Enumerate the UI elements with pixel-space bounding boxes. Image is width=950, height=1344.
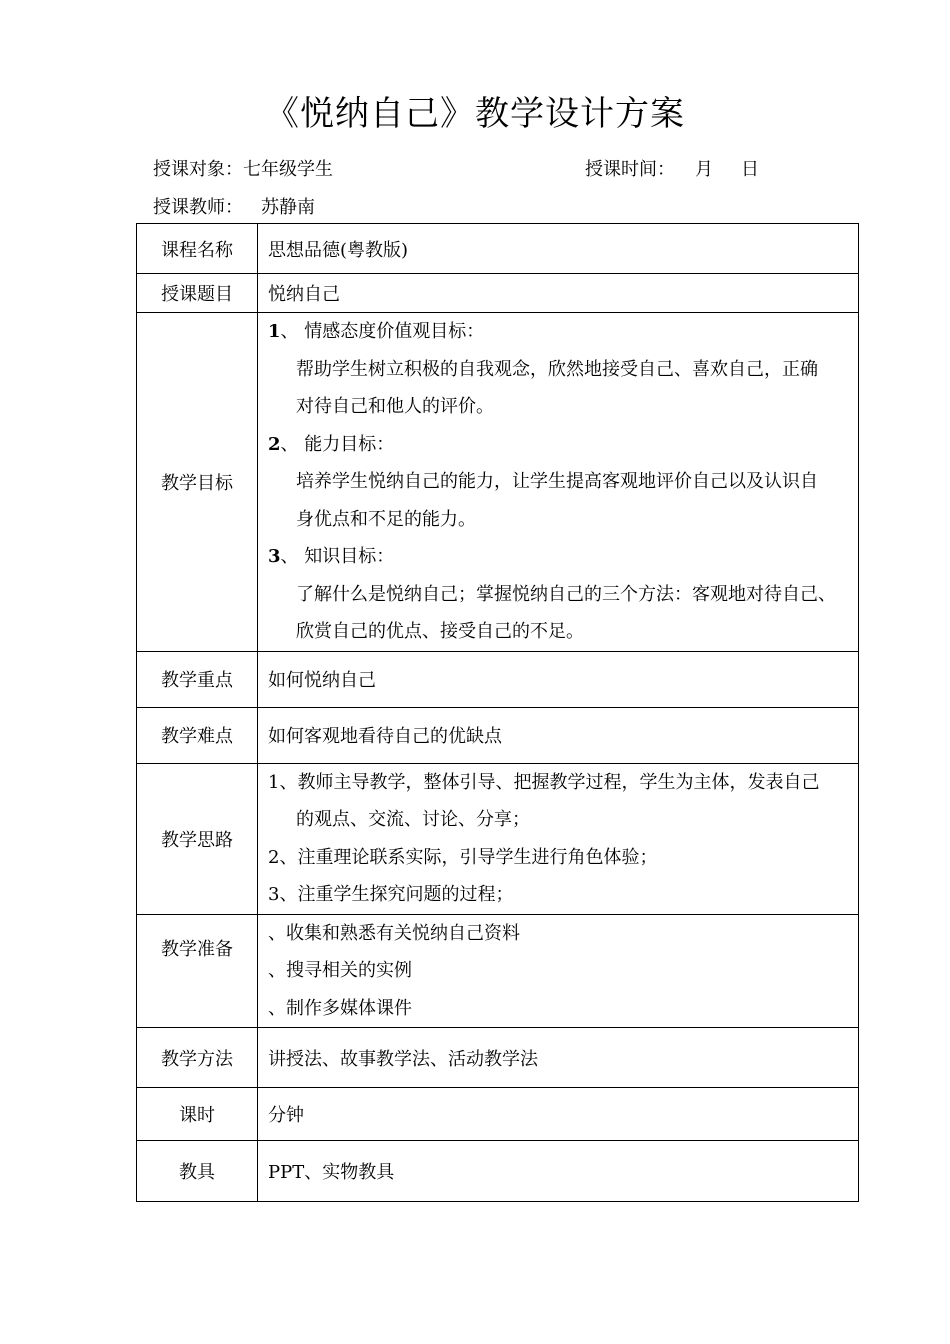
- objective-text: 培养学生悦纳自己的能力，让学生提高客观地评价自己以及认识自: [296, 471, 818, 492]
- objectives-content: [258, 313, 859, 652]
- target-audience: [153, 155, 333, 181]
- target-audience-label: 授课对象：: [153, 159, 243, 180]
- preparation-content: [258, 914, 859, 1028]
- table-row: [137, 224, 859, 274]
- course-name-label: 课程名称: [137, 224, 258, 274]
- table-row: [137, 1141, 859, 1202]
- table-row: [137, 313, 859, 652]
- teacher-label: 授课教师：: [153, 197, 243, 218]
- approach-line: 3、注重学生探究问题的过程；: [268, 884, 514, 905]
- topic-value: 悦纳自己: [258, 274, 859, 313]
- objective-text: 帮助学生树立积极的自我观念，欣然地接受自己、喜欢自己，正确: [296, 358, 818, 380]
- table-row: [137, 707, 859, 763]
- aids-label: 教具: [137, 1141, 258, 1202]
- preparation-item: 、搜寻相关的实例: [268, 960, 412, 981]
- methods-value: 讲授法、故事教学法、活动教学法: [258, 1028, 859, 1088]
- table-row: [137, 274, 859, 313]
- objective-text: 了解什么是悦纳自己；掌握悦纳自己的三个方法：客观地对待自己、: [296, 583, 836, 605]
- approach-line: 2、注重理论联系实际，引导学生进行角色体验；: [268, 846, 658, 868]
- objectives-label: 教学目标: [137, 313, 258, 652]
- approach-content: [258, 763, 859, 914]
- difficulties-label: 教学难点: [137, 707, 258, 763]
- approach-line: 1、教师主导教学，整体引导、把握教学过程，学生为主体，发表自己: [268, 771, 820, 793]
- table-row: [137, 763, 859, 914]
- preparation-label: 教学准备: [137, 914, 258, 1028]
- table-row: [137, 651, 859, 707]
- table-row: [137, 1088, 859, 1141]
- lesson-time: [585, 155, 759, 181]
- duration-label: 课时: [137, 1088, 258, 1141]
- key-points-label: 教学重点: [137, 651, 258, 707]
- day-label: 日: [741, 159, 759, 180]
- objective-heading: 1、 情感态度价值观目标：: [268, 321, 485, 342]
- difficulties-value: 如何客观地看待自己的优缺点: [258, 707, 859, 763]
- approach-line: 的观点、交流、讨论、分享；: [296, 809, 530, 830]
- target-audience-value: 七年级学生: [243, 159, 333, 180]
- preparation-item: 、制作多媒体课件: [268, 997, 412, 1019]
- aids-value: PPT、实物教具: [258, 1141, 859, 1202]
- key-points-value: 如何悦纳自己: [258, 651, 859, 707]
- duration-value: 分钟: [258, 1088, 859, 1141]
- course-name-value: 思想品德(粤教版): [258, 224, 859, 274]
- topic-label: 授课题目: [137, 274, 258, 313]
- objective-heading: 2、 能力目标：: [268, 433, 395, 455]
- approach-label: 教学思路: [137, 763, 258, 914]
- preparation-item: 、收集和熟悉有关悦纳自己资料: [268, 922, 520, 944]
- table-row: [137, 914, 859, 1028]
- lesson-time-label: 授课时间：: [585, 159, 675, 180]
- teacher-value: 苏静南: [261, 197, 315, 218]
- objective-text: 对待自己和他人的评价。: [296, 396, 494, 417]
- document-title: 《悦纳自己》教学设计方案: [265, 94, 685, 134]
- objective-text: 欣赏自己的优点、接受自己的不足。: [296, 621, 584, 642]
- teacher: [153, 193, 315, 219]
- table-row: [137, 1028, 859, 1088]
- lesson-plan-table: [136, 223, 859, 1202]
- month-label: 月: [695, 159, 713, 180]
- objective-text: 身优点和不足的能力。: [296, 508, 476, 530]
- objective-heading: 3、 知识目标：: [268, 546, 395, 567]
- methods-label: 教学方法: [137, 1028, 258, 1088]
